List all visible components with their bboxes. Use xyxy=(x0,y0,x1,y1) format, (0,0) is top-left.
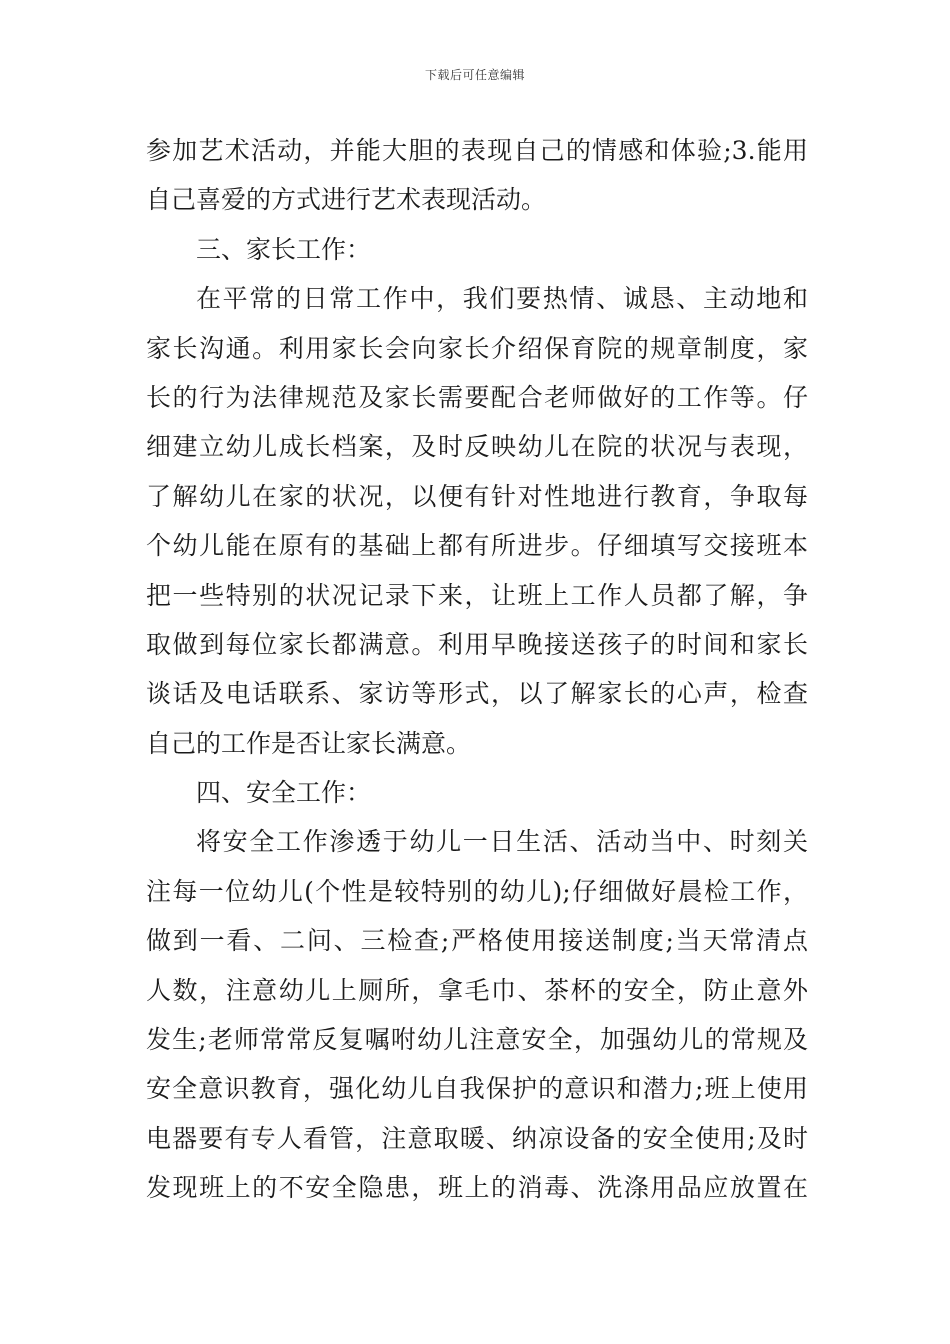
text-line: 取做到每位家长都满意。利用早晚接送孩子的时间和家长 xyxy=(146,629,808,659)
text-line: 发生;老师常常反复嘱咐幼儿注意安全，加强幼儿的常规及 xyxy=(146,1025,808,1055)
text-line: 了解幼儿在家的状况，以便有针对性地进行教育，争取每 xyxy=(146,481,808,511)
text-line: 参加艺术活动，并能大胆的表现自己的情感和体验;3.能用 xyxy=(146,136,808,165)
text-line: 细建立幼儿成长档案，及时反映幼儿在院的状况与表现， xyxy=(146,432,808,462)
text-line: 三、家长工作： xyxy=(196,234,372,264)
text-line: 做到一看、二问、三检查;严格使用接送制度;当天常清点 xyxy=(146,926,808,956)
text-line: 发现班上的不安全隐患，班上的消毒、洗涤用品应放置在 xyxy=(146,1173,808,1203)
text-line: 把一些特别的状况记录下来，让班上工作人员都了解，争 xyxy=(146,580,808,610)
text-line: 在平常的日常工作中，我们要热情、诚恳、主动地和 xyxy=(196,284,808,314)
text-line: 个幼儿能在原有的基础上都有所进步。仔细填写交接班本 xyxy=(146,531,808,561)
text-line: 安全意识教育，强化幼儿自我保护的意识和潜力;班上使用 xyxy=(146,1074,808,1104)
document-body xyxy=(146,126,808,1213)
text-line: 自己喜爱的方式进行艺术表现活动。 xyxy=(146,185,547,215)
text-line: 注每一位幼儿(个性是较特别的幼儿);仔细做好晨检工作， xyxy=(146,876,808,906)
text-line: 电器要有专人看管，注意取暖、纳凉设备的安全使用;及时 xyxy=(146,1123,808,1153)
text-line: 家长沟通。利用家长会向家长介绍保育院的规章制度，家 xyxy=(146,333,808,363)
text-line: 将安全工作渗透于幼儿一日生活、活动当中、时刻关 xyxy=(196,827,808,857)
text-line: 四、安全工作： xyxy=(196,778,372,808)
text-line: 人数，注意幼儿上厕所，拿毛巾、茶杯的安全，防止意外 xyxy=(146,975,808,1005)
text-line: 自己的工作是否让家长满意。 xyxy=(146,728,472,758)
page-header: 下载后可任意编辑 xyxy=(424,68,525,82)
text-line: 长的行为法律规范及家长需要配合老师做好的工作等。仔 xyxy=(146,382,808,412)
text-line: 谈话及电话联系、家访等形式，以了解家长的心声，检查 xyxy=(146,679,808,709)
